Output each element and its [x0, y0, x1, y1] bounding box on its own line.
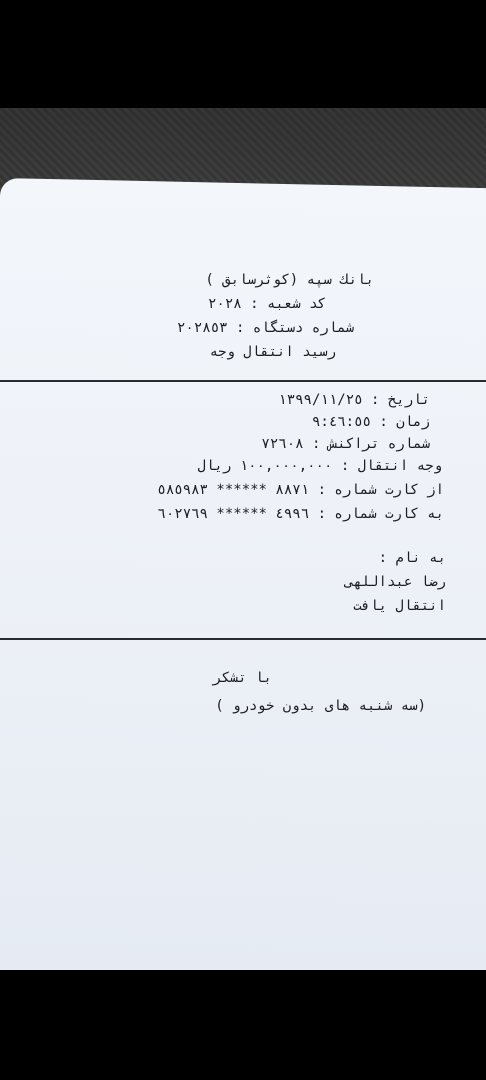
slogan: (سه شنبه هاى بدون خودرو )	[215, 698, 426, 714]
branch-code: كد شعبه : ٢٠٢٨	[207, 296, 326, 312]
thanks: با تشكر	[212, 670, 272, 686]
date: تاريخ : ١٣٩٩/١١/٢٥	[278, 392, 430, 408]
transfer-status: انتقال يافت	[353, 598, 446, 614]
bank-name: بانك سپه (كوثرسابق )	[205, 272, 374, 288]
receipt-title: رسيد انتقال وجه	[209, 344, 336, 360]
to-card: به كارت شماره : ٤٩٩٦ ****** ٦٠٢٧٦٩	[157, 506, 444, 522]
receipt	[0, 250, 486, 730]
device-number: شماره دستگاه : ٢٠٢٨٥٣	[176, 320, 354, 336]
time: زمان : ٩:٤٦:٥٥	[311, 414, 430, 430]
divider	[0, 638, 486, 640]
tracking-number: شماره تراكنش : ٧٢٦٠٨	[261, 436, 430, 452]
bottom-bar	[0, 970, 486, 1080]
from-card: از كارت شماره : ٨٨٧١ ****** ٥٨٥٩٨٣	[157, 482, 444, 498]
amount: وجه انتقال : ١٠٠,٠٠٠,٠٠٠ ريال	[197, 458, 442, 474]
recipient-label: به نام :	[378, 550, 446, 566]
recipient-name: رضا عبداللهى	[344, 574, 446, 590]
divider	[0, 380, 486, 382]
